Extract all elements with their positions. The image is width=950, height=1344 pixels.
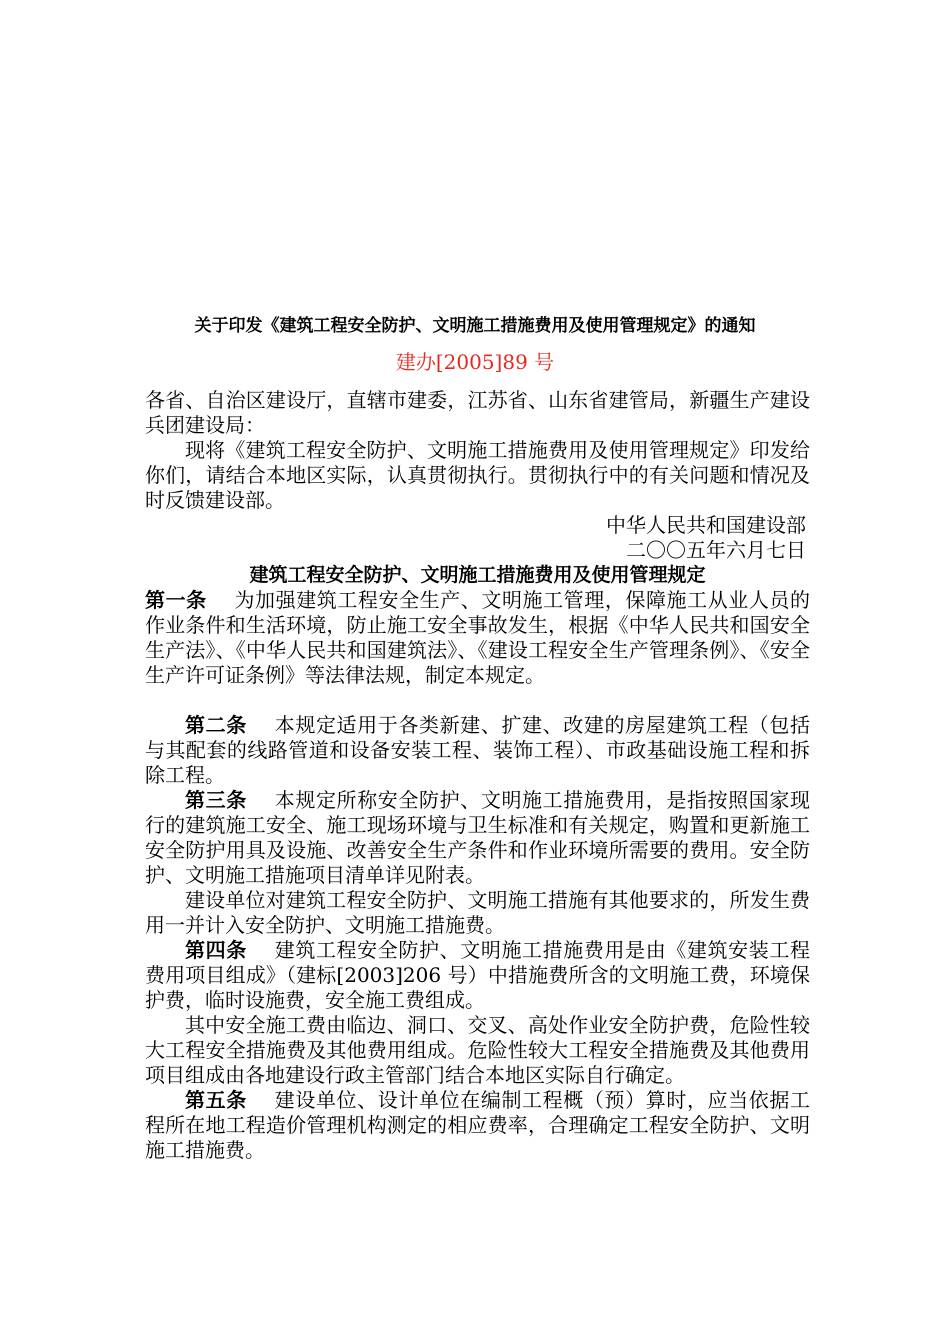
- article-1: [145, 588, 810, 688]
- addressee: 各省、自治区建设厅，直辖市建委，江苏省、山东省建管局，新疆生产建设兵团建设局：: [145, 388, 810, 437]
- issue-date: 二〇〇五年六月七日: [626, 538, 806, 562]
- notice-title: 关于印发《建筑工程安全防护、文明施工措施费用及使用管理规定》的通知: [194, 316, 756, 336]
- blank-line: [145, 688, 810, 713]
- regulation-title: 建筑工程安全防护、文明施工措施费用及使用管理规定: [249, 564, 706, 586]
- document-body: [145, 388, 810, 1163]
- article-text: 建筑工程安全防护、文明施工措施费用是由《建筑安装工程费用项目组成》（建标[2003]206 号）中措施费所含的文明施工费，环境保护费，临时设施费，安全施工费组成。: [145, 938, 811, 1012]
- article-3-paragraph-2: 建设单位对建筑工程安全防护、文明施工措施有其他要求的，所发生费用一并计入安全防护、文明施工措施费。: [145, 888, 810, 937]
- notice-body: 现将《建筑工程安全防护、文明施工措施费用及使用管理规定》印发给你们，请结合本地区实际，认真贯彻执行。贯彻执行中的有关问题和情况及时反馈建设部。: [145, 438, 810, 512]
- article-2: [145, 713, 810, 788]
- article-3: [145, 788, 810, 888]
- article-label: 第四条: [185, 938, 247, 962]
- article-text: 建设单位、设计单位在编制工程概（预）算时，应当依据工程所在地工程造价管理机构测定的相应费率，合理确定工程安全防护、文明施工措施费。: [145, 1088, 811, 1162]
- article-5: [145, 1088, 810, 1163]
- article-label: 第三条: [185, 788, 247, 812]
- article-text: 为加强建筑工程安全生产、文明施工管理，保障施工从业人员的作业条件和生活环境，防止施工安全事故发生，根据《中华人民共和国安全生产法》、《中华人民共和国建筑法》、《建设工程安全生产管理条例》、《安全生产许可证条例》等法律法规，制定本规定。: [145, 588, 811, 687]
- article-4: [145, 938, 810, 1013]
- document-number: 建办[2005]89 号: [395, 350, 555, 374]
- article-text: 本规定所称安全防护、文明施工措施费用，是指按照国家现行的建筑施工安全、施工现场环境与卫生标准和有关规定，购置和更新施工安全防护用具及设施、改善安全生产条件和作业环境所需要的费用。安全防护、文明施工措施项目清单详见附表。: [145, 788, 811, 887]
- article-text: 本规定适用于各类新建、扩建、改建的房屋建筑工程（包括与其配套的线路管道和设备安装工程、装饰工程）、市政基础设施工程和拆除工程。: [145, 713, 811, 787]
- article-4-paragraph-2: 其中安全施工费由临边、洞口、交叉、高处作业安全防护费，危险性较大工程安全措施费及其他费用组成。危险性较大工程安全措施费及其他费用项目组成由各地建设行政主管部门结合本地区实际自行确定。: [145, 1013, 810, 1087]
- issuer: 中华人民共和国建设部: [606, 513, 806, 537]
- article-label: 第一条: [145, 588, 207, 612]
- article-label: 第二条: [185, 713, 247, 737]
- article-label: 第五条: [185, 1088, 247, 1112]
